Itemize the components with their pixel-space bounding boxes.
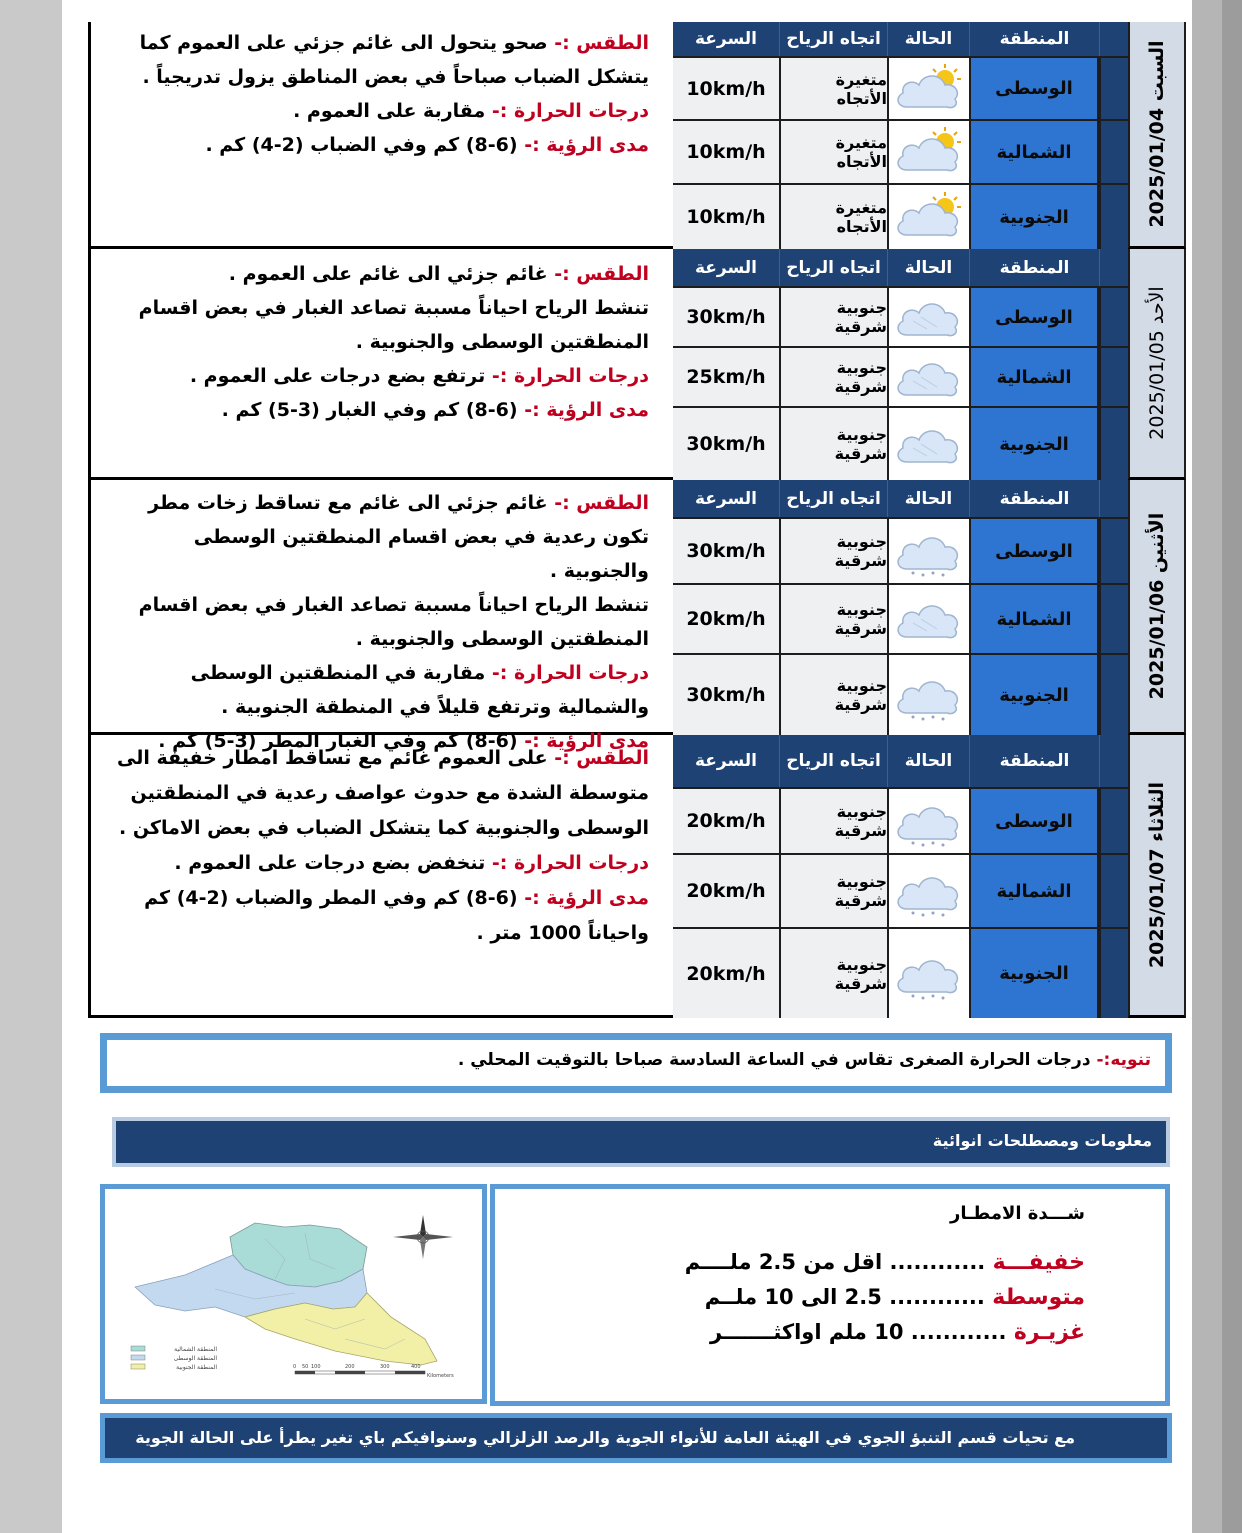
header-spare	[1099, 735, 1128, 787]
region-name: الجنوبية	[969, 185, 1099, 249]
rain-level-heavy	[515, 1320, 1085, 1345]
region-name: الشمالية	[969, 348, 1099, 406]
info-title-bar	[112, 1117, 1170, 1167]
header-speed: السرعة	[694, 751, 757, 771]
forecast-day-1	[88, 22, 1186, 249]
cloud-rain-icon	[893, 948, 965, 1000]
map-scale-bar	[293, 1364, 454, 1379]
footer-bar	[100, 1413, 1172, 1463]
wind-direction: جنوبية شرقية	[779, 789, 887, 853]
table-row	[673, 119, 1128, 183]
rain-level-dots: ............	[889, 1285, 993, 1309]
rain-level-name: غزيـرة	[1013, 1320, 1085, 1345]
spare-cell	[1099, 58, 1128, 119]
cloudy-dust-icon	[893, 291, 965, 343]
day-4-description	[88, 735, 673, 1018]
legend-north: المنطقة الشمالية	[174, 1346, 217, 1353]
spare-cell	[1099, 789, 1128, 853]
spare-cell	[1099, 185, 1128, 249]
table-row	[673, 286, 1128, 346]
temp-label: درجات الحرارة :-	[491, 365, 649, 387]
rain-level-name: متوسطة	[992, 1285, 1085, 1310]
cloudy-dust-icon	[893, 418, 965, 470]
wind-speed: 30km/h	[673, 408, 779, 480]
map-legend	[131, 1346, 217, 1371]
header-region: المنطقة	[969, 735, 1099, 787]
cloudy-dust-icon	[893, 351, 965, 403]
weather-label: الطقس :-	[554, 32, 649, 54]
day-date: الثلاثاء 2025/01/07	[1146, 781, 1168, 969]
visibility-label: مدى الرؤية :-	[524, 399, 649, 421]
note-text: درجات الحرارة الصغرى تقاس في الساعة السادسة صباحا بالتوقيت المحلي .	[457, 1050, 1097, 1070]
header-direction: اتجاه الرياح	[779, 22, 887, 56]
wind-direction: متغيرة الأتجاه	[779, 121, 887, 183]
map-svg	[105, 1189, 482, 1399]
note-box	[100, 1033, 1172, 1093]
weather-label: الطقس :-	[554, 492, 649, 514]
cloud-rain-icon	[893, 865, 965, 917]
wind-direction: جنوبية شرقية	[779, 585, 887, 653]
state-cell	[887, 185, 969, 249]
wind-speed: 30km/h	[673, 655, 779, 735]
compass-icon	[393, 1215, 453, 1259]
scale-label: 300	[380, 1364, 390, 1370]
weather-text: غائم جزئي الى غائم مع تساقط زخات مطر تكون رعدية في بعض اقسام المنطقتين الوسطى والجنوبية .	[148, 492, 649, 582]
spare-cell	[1099, 348, 1128, 406]
temp-label: درجات الحرارة :-	[491, 662, 649, 684]
cloudy-dust-icon	[893, 593, 965, 645]
rain-level-name: خفيفـــة	[992, 1250, 1085, 1275]
legend-middle: المنطقة الوسطى	[173, 1355, 217, 1362]
wind-direction: متغيرة الأتجاه	[779, 58, 887, 119]
map-box	[100, 1184, 487, 1404]
day-4-date-column	[1128, 735, 1186, 1018]
region-name: الجنوبية	[969, 929, 1099, 1018]
day-4-table	[673, 735, 1128, 1018]
partly-cloudy-sun-icon	[893, 126, 965, 178]
wind-direction: جنوبية شرقية	[779, 519, 887, 583]
partly-cloudy-sun-icon	[893, 191, 965, 243]
state-cell	[887, 929, 969, 1018]
state-cell	[887, 519, 969, 583]
partly-cloudy-sun-icon	[893, 63, 965, 115]
wind-direction: جنوبية شرقية	[779, 348, 887, 406]
region-name: الشمالية	[969, 585, 1099, 653]
wind-speed: 10km/h	[673, 121, 779, 183]
rain-level-dots: ............	[910, 1320, 1014, 1344]
visibility-text: (6-8) كم وفي الغبار (3-5) كم .	[221, 399, 525, 421]
cloud-rain-icon	[893, 669, 965, 721]
scale-label: 50	[302, 1364, 309, 1370]
spare-cell	[1099, 929, 1128, 1018]
region-name: الشمالية	[969, 121, 1099, 183]
day-2-table	[673, 249, 1128, 480]
weather-text: على العموم غائم مع تساقط امطار خفيفة الى متوسطة الشدة مع حدوث عواصف رعدية في المنطقتين الوسطى والجنوبية كما يتشكل الضباب في بعض الاماكن .	[117, 747, 649, 839]
header-region: المنطقة	[969, 480, 1099, 517]
wind-direction: جنوبية شرقية	[779, 655, 887, 735]
wind-speed: 30km/h	[673, 288, 779, 346]
cloud-rain-icon	[893, 525, 965, 577]
rain-level-moderate	[515, 1285, 1085, 1310]
state-cell	[887, 58, 969, 119]
cloud-rain-icon	[893, 795, 965, 847]
legend-south: المنطقة الجنوبية	[176, 1364, 217, 1371]
table-header	[673, 735, 1128, 787]
wind-speed: 10km/h	[673, 58, 779, 119]
temp-label: درجات الحرارة :-	[491, 100, 649, 122]
header-direction: اتجاه الرياح	[779, 480, 887, 517]
weather-text: صحو يتحول الى غائم جزئي على العموم كما يتشكل الضباب صباحاً في بعض المناطق يزول تدريجياً .	[139, 32, 649, 88]
iraq-regions-map	[105, 1189, 482, 1399]
table-row	[673, 56, 1128, 119]
note-inner	[107, 1040, 1165, 1086]
rain-title: شـــدة الامطـار	[950, 1203, 1085, 1224]
header-spare	[1099, 480, 1128, 517]
temp-label: درجات الحرارة :-	[491, 852, 649, 874]
scale-label: 100	[311, 1364, 321, 1370]
visibility-text: (6-8) كم وفي الغبار المطر (3-5) كم .	[158, 730, 525, 752]
header-direction: اتجاه الرياح	[779, 735, 887, 787]
table-row	[673, 517, 1128, 583]
day-2-date-column	[1128, 249, 1186, 480]
header-state: الحالة	[887, 480, 969, 517]
day-3-date-column	[1128, 480, 1186, 735]
info-title: معلومات ومصطلحات انوائية	[116, 1121, 1166, 1163]
wind-direction: جنوبية شرقية	[779, 408, 887, 480]
note-label: تنويه:-	[1096, 1050, 1151, 1070]
rain-level-light	[515, 1250, 1085, 1275]
header-region: المنطقة	[969, 249, 1099, 286]
scale-label: 0	[293, 1364, 297, 1370]
header-speed: السرعة	[694, 488, 757, 509]
table-row	[673, 653, 1128, 735]
visibility-label: مدى الرؤية :-	[524, 134, 649, 156]
state-cell	[887, 585, 969, 653]
day-date: السبت 2025/01/04	[1146, 40, 1168, 228]
spare-cell	[1099, 408, 1128, 480]
table-row	[673, 787, 1128, 853]
header-speed: السرعة	[694, 29, 757, 49]
table-row	[673, 406, 1128, 480]
region-name: الوسطى	[969, 519, 1099, 583]
weather-label: الطقس :-	[554, 747, 649, 769]
region-name: الوسطى	[969, 58, 1099, 119]
header-spare	[1099, 249, 1128, 286]
visibility-text: (6-8) كم وفي الضباب (2-4) كم .	[205, 134, 525, 156]
table-row	[673, 583, 1128, 653]
spare-cell	[1099, 288, 1128, 346]
weather-text: غائم جزئي الى غائم على العموم .	[228, 263, 555, 285]
spare-cell	[1099, 585, 1128, 653]
table-row	[673, 927, 1128, 1018]
visibility-label: مدى الرؤية :-	[524, 730, 649, 752]
rain-level-value: 10 ملم اواكثـــــــر	[710, 1320, 911, 1344]
scale-label: 400	[411, 1364, 421, 1370]
visibility-text: (6-8) كم وفي المطر والضباب (2-4) كم واحياناً 1000 متر .	[144, 887, 649, 944]
day-date: الأثنين 2025/01/06	[1146, 512, 1168, 700]
region-name: الوسطى	[969, 288, 1099, 346]
wind-speed: 20km/h	[673, 929, 779, 1018]
header-speed: السرعة	[694, 257, 757, 278]
wind-direction: متغيرة الأتجاه	[779, 185, 887, 249]
state-cell	[887, 855, 969, 927]
day-1-description	[88, 22, 673, 249]
region-name: الوسطى	[969, 789, 1099, 853]
temp-text: تنخفض بضع درجات على العموم .	[174, 852, 492, 874]
table-header	[673, 22, 1128, 56]
extra-text: تنشط الرياح احياناً مسببة تصاعد الغبار في بعض اقسام المنطقتين الوسطى والجنوبية .	[138, 297, 649, 353]
rain-intensity-box	[490, 1184, 1170, 1406]
table-header	[673, 249, 1128, 286]
state-cell	[887, 121, 969, 183]
forecast-day-2	[88, 249, 1186, 480]
header-spare	[1099, 22, 1128, 56]
header-region: المنطقة	[969, 22, 1099, 56]
wind-direction: جنوبية شرقية	[779, 929, 887, 1018]
day-3-table	[673, 480, 1128, 735]
region-name: الشمالية	[969, 855, 1099, 927]
state-cell	[887, 408, 969, 480]
wind-speed: 20km/h	[673, 855, 779, 927]
extra-text: تنشط الرياح احياناً مسببة تصاعد الغبار في بعض اقسام المنطقتين الوسطى والجنوبية .	[138, 594, 649, 650]
wind-speed: 10km/h	[673, 185, 779, 249]
day-2-description	[88, 249, 673, 480]
day-3-description	[88, 480, 673, 752]
state-cell	[887, 348, 969, 406]
spare-cell	[1099, 655, 1128, 735]
state-cell	[887, 789, 969, 853]
day-1-date-column	[1128, 22, 1186, 249]
table-row	[673, 853, 1128, 927]
state-cell	[887, 288, 969, 346]
header-state: الحالة	[887, 735, 969, 787]
temp-text: ترتفع بضع درجات على العموم .	[189, 365, 492, 387]
header-state: الحالة	[887, 22, 969, 56]
wind-speed: 30km/h	[673, 519, 779, 583]
rain-level-value: 2.5 الى 10 ملــم	[704, 1285, 890, 1309]
scale-unit: Kilometers	[427, 1373, 454, 1379]
temp-text: مقاربة في المنطقتين الوسطى والشمالية وترتفع قليلاً في المنطقة الجنوبية .	[190, 662, 649, 718]
scale-label: 200	[345, 1364, 355, 1370]
footer-text: مع تحيات قسم التنبؤ الجوي في الهيئة العامة للأنواء الجوية والرصد الزلزالي وسنوافيكم باي تغير يطرأ على الحالة الجوية	[105, 1418, 1167, 1458]
table-row	[673, 183, 1128, 249]
state-cell	[887, 655, 969, 735]
wind-direction: جنوبية شرقية	[779, 288, 887, 346]
temp-text: مقاربة على العموم .	[293, 100, 492, 122]
region-name: الجنوبية	[969, 408, 1099, 480]
day-1-table	[673, 22, 1128, 249]
right-margin-shadow	[1222, 0, 1242, 1533]
table-row	[673, 346, 1128, 406]
forecast-day-4	[88, 735, 1186, 1018]
visibility-label: مدى الرؤية :-	[524, 887, 649, 909]
spare-cell	[1099, 519, 1128, 583]
day-date: الأحد 2025/01/05	[1146, 286, 1168, 440]
rain-intensity-inner	[495, 1189, 1165, 1401]
rain-level-dots: ............	[889, 1250, 993, 1274]
spare-cell	[1099, 855, 1128, 927]
wind-speed: 20km/h	[673, 789, 779, 853]
wind-direction: جنوبية شرقية	[779, 855, 887, 927]
forecast-day-3	[88, 480, 1186, 752]
wind-speed: 20km/h	[673, 585, 779, 653]
table-header	[673, 480, 1128, 517]
region-name: الجنوبية	[969, 655, 1099, 735]
spare-cell	[1099, 121, 1128, 183]
wind-speed: 25km/h	[673, 348, 779, 406]
header-direction: اتجاه الرياح	[779, 249, 887, 286]
weather-label: الطقس :-	[554, 263, 649, 285]
header-state: الحالة	[887, 249, 969, 286]
rain-level-value: اقل من 2.5 ملــــم	[684, 1250, 890, 1274]
